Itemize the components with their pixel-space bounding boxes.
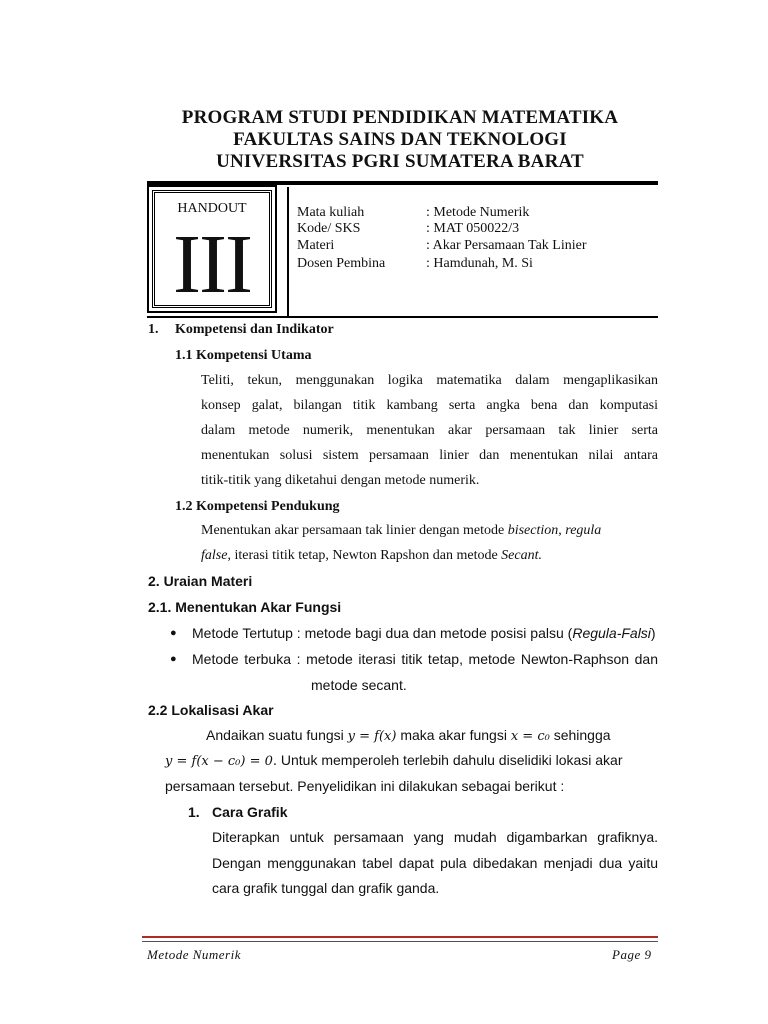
- footer-rule-bottom: [142, 941, 658, 942]
- header-rule-top: [147, 181, 658, 185]
- handout-label: HANDOUT: [177, 201, 247, 216]
- list-item-number: 1.: [188, 804, 200, 820]
- meta-value: : Hamdunah, M. Si: [426, 256, 533, 271]
- footer-course-name: Metode Numerik: [147, 947, 242, 962]
- section-2-title: 2. Uraian Materi: [148, 573, 253, 589]
- meta-key: Mata kuliah: [297, 205, 365, 220]
- paragraph-line: Diterapkan untuk persamaan yang mudah digambarkan grafiknya.: [212, 829, 658, 845]
- section-1-number: 1.: [148, 322, 159, 337]
- paragraph-line: Menentukan akar persamaan tak linier dengan metode bisection, regula: [201, 523, 602, 538]
- paragraph-line: titik-titik yang diketahui dengan metode numerik.: [201, 473, 480, 488]
- paragraph-line: Teliti, tekun, menggunakan logika matematika dalam mengaplikasikan: [201, 373, 658, 388]
- header-rule-bottom: [147, 316, 658, 318]
- handout-box: [152, 190, 272, 311]
- meta-key: Dosen Pembina: [297, 256, 386, 271]
- bullet-icon: ●: [170, 653, 177, 665]
- handout-number: III: [173, 218, 251, 311]
- meta-value: : Akar Persamaan Tak Linier: [426, 238, 587, 253]
- paragraph-line: y = f(x − c₀) = 0. Untuk memperoleh terlebih dahulu diselidiki lokasi akar: [165, 752, 623, 769]
- paragraph-line: Dengan menggunakan tabel dapat pula dibedakan menjadi dua yaitu: [212, 855, 658, 871]
- list-item-title: Cara Grafik: [212, 804, 288, 820]
- paragraph-line: menentukan solusi sistem persamaan linier dan menentukan nilai antara: [201, 448, 658, 463]
- header-line-2: FAKULTAS SAINS DAN TEKNOLOGI: [233, 129, 567, 150]
- paragraph-line: persamaan tersebut. Penyelidikan ini dilakukan sebagai berikut :: [165, 778, 565, 794]
- bullet-item: Metode Tertutup : metode bagi dua dan metode posisi palsu (Regula-Falsi): [192, 625, 656, 641]
- paragraph-line: konsep galat, bilangan titik kambang serta angka bena dan komputasi: [201, 398, 658, 413]
- footer-rule-top: [142, 936, 658, 938]
- footer-page-number: Page 9: [612, 947, 652, 962]
- meta-key: Kode/ SKS: [297, 221, 361, 236]
- header-line-1: PROGRAM STUDI PENDIDIKAN MATEMATIKA: [181, 107, 619, 128]
- paragraph-line: dalam metode numerik, menentukan akar persamaan tak linier serta: [201, 423, 658, 438]
- meta-key: Materi: [297, 238, 335, 253]
- header-divider: [287, 187, 289, 317]
- header-line-3: UNIVERSITAS PGRI SUMATERA BARAT: [216, 151, 584, 172]
- paragraph-line: false, iterasi titik tetap, Newton Rapshon dan metode Secant.: [201, 548, 542, 563]
- section-1-1-title: 1.1 Kompetensi Utama: [175, 348, 312, 363]
- meta-value: : Metode Numerik: [426, 205, 530, 220]
- section-2-2-title: 2.2 Lokalisasi Akar: [148, 702, 274, 718]
- meta-value: : MAT 050022/3: [426, 221, 520, 236]
- section-1-title: Kompetensi dan Indikator: [175, 322, 334, 337]
- section-2-1-title: 2.1. Menentukan Akar Fungsi: [148, 599, 342, 615]
- paragraph-line: cara grafik tunggal dan grafik ganda.: [212, 880, 440, 896]
- section-1-2-title: 1.2 Kompetensi Pendukung: [175, 499, 340, 514]
- bullet-item: Metode terbuka : metode iterasi titik tetap, metode Newton-Raphson dan: [192, 651, 658, 667]
- paragraph-line: Andaikan suatu fungsi y = f(x) maka akar fungsi x = c₀ sehingga: [206, 727, 611, 744]
- bullet-icon: ●: [170, 627, 177, 639]
- bullet-item-continued: metode secant.: [311, 677, 407, 693]
